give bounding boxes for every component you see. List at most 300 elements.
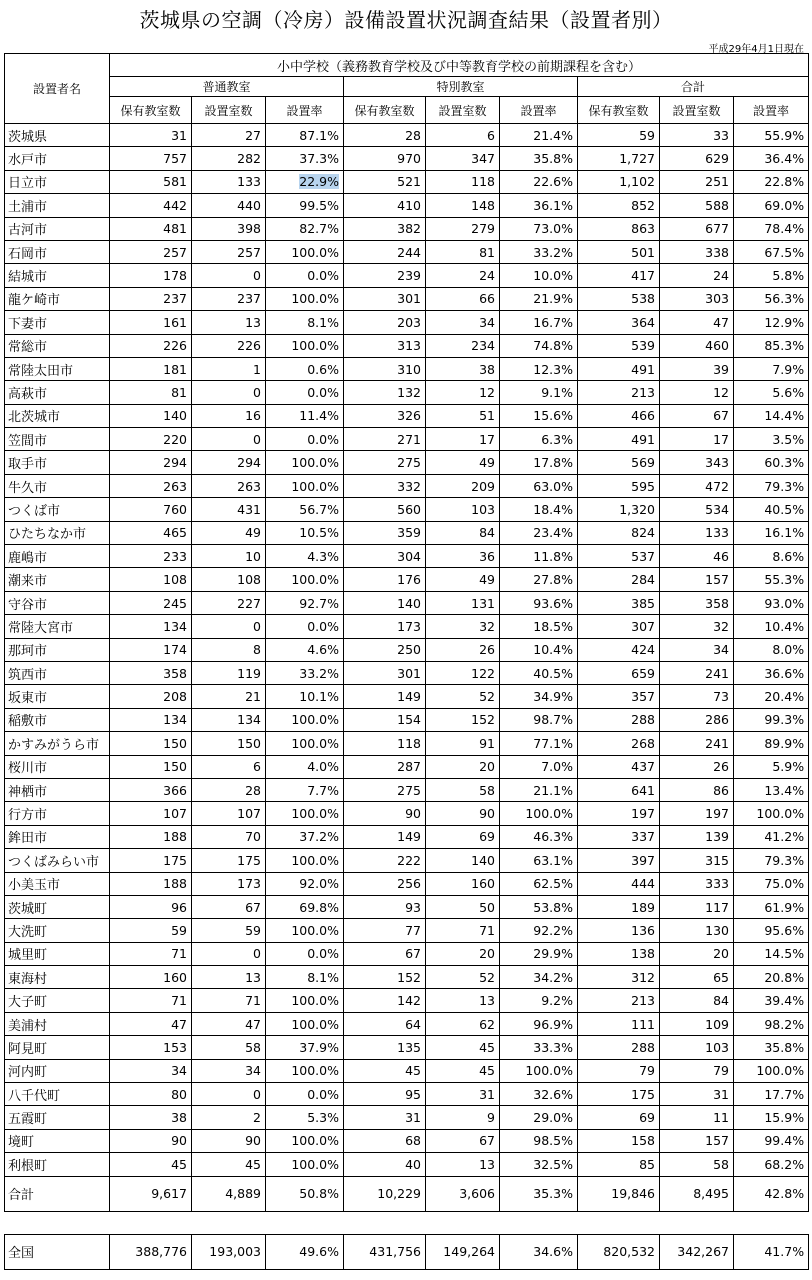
value-cell: 595 (578, 474, 660, 497)
value-cell: 100.0% (266, 287, 344, 310)
value-cell: 442 (110, 194, 192, 217)
installer-name-cell: 日立市 (5, 170, 110, 193)
value-cell: 18.4% (500, 498, 578, 521)
value-cell: 100.0% (266, 732, 344, 755)
value-cell: 241 (660, 732, 734, 755)
value-cell: 96.9% (500, 1012, 578, 1035)
spacer-row (5, 1211, 809, 1234)
value-cell: 42.8% (734, 1176, 809, 1211)
table-row (5, 825, 809, 848)
value-cell: 24 (426, 264, 500, 287)
value-cell: 5.6% (734, 381, 809, 404)
table-row (5, 498, 809, 521)
col-header: 設置室数 (426, 97, 500, 124)
value-cell: 17.8% (500, 451, 578, 474)
value-cell: 100.0% (266, 1059, 344, 1082)
value-cell: 45 (426, 1036, 500, 1059)
value-cell: 82.7% (266, 217, 344, 240)
value-cell: 100.0% (500, 802, 578, 825)
value-cell: 472 (660, 474, 734, 497)
value-cell: 581 (110, 170, 192, 193)
value-cell: 61.9% (734, 895, 809, 918)
value-cell: 359 (344, 521, 426, 544)
value-cell: 118 (426, 170, 500, 193)
value-cell: 92.0% (266, 872, 344, 895)
table-row (5, 217, 809, 240)
value-cell: 70 (192, 825, 266, 848)
installer-name-cell: 北茨城市 (5, 404, 110, 427)
value-cell: 32 (426, 615, 500, 638)
value-cell: 52 (426, 966, 500, 989)
table-row (5, 428, 809, 451)
value-cell: 1 (192, 357, 266, 380)
value-cell: 59 (110, 919, 192, 942)
value-cell: 175 (110, 849, 192, 872)
value-cell: 100.0% (266, 1012, 344, 1035)
value-cell: 100.0% (734, 802, 809, 825)
value-cell: 140 (344, 591, 426, 614)
value-cell: 263 (192, 474, 266, 497)
installer-name-cell: 高萩市 (5, 381, 110, 404)
value-cell: 71 (192, 989, 266, 1012)
value-cell: 34.2% (500, 966, 578, 989)
value-cell: 63.0% (500, 474, 578, 497)
value-cell: 34 (660, 638, 734, 661)
value-cell: 69 (426, 825, 500, 848)
installer-name-cell: 大子町 (5, 989, 110, 1012)
value-cell: 62.5% (500, 872, 578, 895)
value-cell: 0 (192, 264, 266, 287)
value-cell: 55.3% (734, 568, 809, 591)
table-row (5, 124, 809, 147)
installer-name-cell: 古河市 (5, 217, 110, 240)
value-cell: 213 (578, 381, 660, 404)
value-cell: 6.3% (500, 428, 578, 451)
installer-name-cell: 桜川市 (5, 755, 110, 778)
installer-name-cell: 神栖市 (5, 778, 110, 801)
value-cell: 69 (578, 1106, 660, 1129)
table-row (5, 966, 809, 989)
value-cell: 69.8% (266, 895, 344, 918)
installer-name-cell: 五霞町 (5, 1106, 110, 1129)
value-cell: 73.0% (500, 217, 578, 240)
value-cell: 148 (426, 194, 500, 217)
value-cell: 0.6% (266, 357, 344, 380)
value-cell: 67 (344, 942, 426, 965)
value-cell: 4.0% (266, 755, 344, 778)
value-cell: 0.0% (266, 1083, 344, 1106)
table-row (5, 638, 809, 661)
value-cell: 173 (192, 872, 266, 895)
value-cell: 38 (110, 1106, 192, 1129)
value-cell: 20 (426, 942, 500, 965)
value-cell: 0.0% (266, 615, 344, 638)
table-row (5, 778, 809, 801)
value-cell: 45 (110, 1153, 192, 1176)
value-cell: 69.0% (734, 194, 809, 217)
value-cell: 41.2% (734, 825, 809, 848)
value-cell: 189 (578, 895, 660, 918)
spacer-cell (5, 1211, 809, 1234)
value-cell: 222 (344, 849, 426, 872)
value-cell: 263 (110, 474, 192, 497)
value-cell: 28 (192, 778, 266, 801)
installer-name-cell: 小美玉市 (5, 872, 110, 895)
value-cell: 98.5% (500, 1129, 578, 1152)
value-cell: 90 (192, 1129, 266, 1152)
value-cell: 440 (192, 194, 266, 217)
national-row (5, 1234, 809, 1269)
value-cell: 31 (110, 124, 192, 147)
value-cell: 58 (660, 1153, 734, 1176)
value-cell: 6 (426, 124, 500, 147)
installer-name-cell: 全国 (5, 1234, 110, 1269)
col-header: 保有教室数 (344, 97, 426, 124)
value-cell: 81 (426, 240, 500, 263)
value-cell: 149,264 (426, 1234, 500, 1269)
value-cell: 152 (426, 708, 500, 731)
value-cell: 20.4% (734, 685, 809, 708)
value-cell: 257 (192, 240, 266, 263)
value-cell: 251 (660, 170, 734, 193)
value-cell: 66 (426, 287, 500, 310)
value-cell: 133 (192, 170, 266, 193)
value-cell: 11 (660, 1106, 734, 1129)
value-cell: 158 (578, 1129, 660, 1152)
value-cell: 100.0% (266, 1129, 344, 1152)
value-cell: 10.5% (266, 521, 344, 544)
value-cell: 93.0% (734, 591, 809, 614)
value-cell: 15.6% (500, 404, 578, 427)
installer-name-cell: 阿見町 (5, 1036, 110, 1059)
value-cell: 398 (192, 217, 266, 240)
table-row (5, 170, 809, 193)
col-header: 設置率 (500, 97, 578, 124)
value-cell: 14.4% (734, 404, 809, 427)
value-cell: 10.0% (500, 264, 578, 287)
value-cell: 820,532 (578, 1234, 660, 1269)
value-cell: 241 (660, 661, 734, 684)
table-row (5, 287, 809, 310)
value-cell: 15.9% (734, 1106, 809, 1129)
value-cell: 90 (426, 802, 500, 825)
value-cell: 32.5% (500, 1153, 578, 1176)
installer-name-cell: 潮来市 (5, 568, 110, 591)
col-header: 設置率 (266, 97, 344, 124)
value-cell: 307 (578, 615, 660, 638)
installer-header: 設置者名 (5, 54, 110, 124)
col-header: 設置室数 (192, 97, 266, 124)
col-header: 設置室数 (660, 97, 734, 124)
value-cell: 150 (110, 755, 192, 778)
value-cell: 35.8% (500, 147, 578, 170)
installer-name-cell: 東海村 (5, 966, 110, 989)
col-header: 設置率 (734, 97, 809, 124)
installer-name-cell: 水戸市 (5, 147, 110, 170)
value-cell: 157 (660, 568, 734, 591)
table-row (5, 240, 809, 263)
table-row (5, 895, 809, 918)
value-cell: 213 (578, 989, 660, 1012)
value-cell: 0.0% (266, 381, 344, 404)
table-row (5, 732, 809, 755)
value-cell: 160 (110, 966, 192, 989)
value-cell: 103 (660, 1036, 734, 1059)
value-cell: 10.4% (500, 638, 578, 661)
table-row (5, 685, 809, 708)
value-cell: 343 (660, 451, 734, 474)
value-cell: 288 (578, 1036, 660, 1059)
value-cell: 80 (110, 1083, 192, 1106)
table-row (5, 451, 809, 474)
value-cell: 153 (110, 1036, 192, 1059)
value-cell: 122 (426, 661, 500, 684)
value-cell: 569 (578, 451, 660, 474)
value-cell: 85.3% (734, 334, 809, 357)
installer-name-cell: つくばみらい市 (5, 849, 110, 872)
value-cell: 27.8% (500, 568, 578, 591)
value-cell: 39.4% (734, 989, 809, 1012)
value-cell: 8.0% (734, 638, 809, 661)
value-cell: 417 (578, 264, 660, 287)
value-cell: 310 (344, 357, 426, 380)
table-row (5, 615, 809, 638)
value-cell: 111 (578, 1012, 660, 1035)
table-row (5, 311, 809, 334)
table-row (5, 1012, 809, 1035)
value-cell: 49 (192, 521, 266, 544)
value-cell: 275 (344, 451, 426, 474)
value-cell: 100.0% (266, 919, 344, 942)
value-cell: 1,727 (578, 147, 660, 170)
value-cell: 63.1% (500, 849, 578, 872)
value-cell: 10.4% (734, 615, 809, 638)
value-cell: 32.6% (500, 1083, 578, 1106)
value-cell: 103 (426, 498, 500, 521)
value-cell: 67 (192, 895, 266, 918)
installer-name-cell: 鹿嶋市 (5, 545, 110, 568)
table-row (5, 1129, 809, 1152)
value-cell: 131 (426, 591, 500, 614)
table-row (5, 474, 809, 497)
table-row (5, 1059, 809, 1082)
value-cell: 20 (426, 755, 500, 778)
value-cell: 0 (192, 381, 266, 404)
value-cell: 109 (660, 1012, 734, 1035)
table-row (5, 545, 809, 568)
value-cell: 92.2% (500, 919, 578, 942)
table-row (5, 1153, 809, 1176)
value-cell: 133 (660, 521, 734, 544)
value-cell: 287 (344, 755, 426, 778)
value-cell: 40.5% (734, 498, 809, 521)
table-body (5, 124, 809, 1270)
value-cell: 37.9% (266, 1036, 344, 1059)
table-row (5, 755, 809, 778)
value-cell: 13 (192, 966, 266, 989)
value-cell: 136 (578, 919, 660, 942)
value-cell: 332 (344, 474, 426, 497)
value-cell: 34 (110, 1059, 192, 1082)
value-cell: 99.3% (734, 708, 809, 731)
value-cell: 135 (344, 1036, 426, 1059)
value-cell: 176 (344, 568, 426, 591)
value-cell: 108 (110, 568, 192, 591)
value-cell: 40 (344, 1153, 426, 1176)
value-cell: 275 (344, 778, 426, 801)
value-cell: 16.7% (500, 311, 578, 334)
value-cell: 67 (660, 404, 734, 427)
value-cell: 60.3% (734, 451, 809, 474)
value-cell: 9.1% (500, 381, 578, 404)
table-row (5, 264, 809, 287)
survey-table (4, 53, 809, 1270)
value-cell: 139 (660, 825, 734, 848)
installer-name-cell: 常陸太田市 (5, 357, 110, 380)
value-cell: 234 (426, 334, 500, 357)
value-cell: 98.2% (734, 1012, 809, 1035)
installer-name-cell: 利根町 (5, 1153, 110, 1176)
value-cell: 100.0% (266, 1153, 344, 1176)
table-row (5, 1036, 809, 1059)
value-cell: 33 (660, 124, 734, 147)
total-row (5, 1176, 809, 1211)
value-cell: 67 (426, 1129, 500, 1152)
value-cell: 5.8% (734, 264, 809, 287)
value-cell: 629 (660, 147, 734, 170)
value-cell: 96 (110, 895, 192, 918)
value-cell: 8 (192, 638, 266, 661)
value-cell: 239 (344, 264, 426, 287)
value-cell: 17 (660, 428, 734, 451)
value-cell: 47 (110, 1012, 192, 1035)
value-cell: 87.1% (266, 124, 344, 147)
value-cell: 29.9% (500, 942, 578, 965)
value-cell: 16 (192, 404, 266, 427)
value-cell: 28 (344, 124, 426, 147)
value-cell: 12 (426, 381, 500, 404)
value-cell: 286 (660, 708, 734, 731)
value-cell: 107 (110, 802, 192, 825)
value-cell: 108 (192, 568, 266, 591)
value-cell: 100.0% (734, 1059, 809, 1082)
value-cell: 29.0% (500, 1106, 578, 1129)
value-cell: 62 (426, 1012, 500, 1035)
installer-name-cell: 結城市 (5, 264, 110, 287)
value-cell: 17.7% (734, 1083, 809, 1106)
table-row (5, 661, 809, 684)
value-cell: 21.1% (500, 778, 578, 801)
value-cell: 431,756 (344, 1234, 426, 1269)
value-cell: 150 (192, 732, 266, 755)
value-cell: 6 (192, 755, 266, 778)
value-cell: 100.0% (266, 240, 344, 263)
value-cell: 10 (192, 545, 266, 568)
page-title: 茨城県の空調（冷房）設備設置状況調査結果（設置者別） (139, 8, 673, 32)
value-cell: 26 (426, 638, 500, 661)
value-cell: 100.0% (500, 1059, 578, 1082)
installer-name-cell: 茨城県 (5, 124, 110, 147)
value-cell: 134 (110, 708, 192, 731)
value-cell: 410 (344, 194, 426, 217)
value-cell: 312 (578, 966, 660, 989)
value-cell: 100.0% (266, 474, 344, 497)
value-cell: 34 (426, 311, 500, 334)
value-cell: 5.3% (266, 1106, 344, 1129)
value-cell: 77.1% (500, 732, 578, 755)
value-cell: 140 (426, 849, 500, 872)
value-cell: 36.4% (734, 147, 809, 170)
value-cell: 326 (344, 404, 426, 427)
installer-name-cell: 下妻市 (5, 311, 110, 334)
value-cell: 1,320 (578, 498, 660, 521)
value-cell: 49 (426, 568, 500, 591)
value-cell: 13 (192, 311, 266, 334)
value-cell: 100.0% (266, 568, 344, 591)
value-cell: 33.2% (500, 240, 578, 263)
value-cell: 31 (660, 1083, 734, 1106)
value-cell: 79.3% (734, 474, 809, 497)
value-cell: 23.4% (500, 521, 578, 544)
value-cell: 13 (426, 989, 500, 1012)
value-cell: 21.4% (500, 124, 578, 147)
installer-name-cell: ひたちなか市 (5, 521, 110, 544)
table-row (5, 194, 809, 217)
installer-name-cell: 坂東市 (5, 685, 110, 708)
table-row (5, 872, 809, 895)
value-cell: 537 (578, 545, 660, 568)
value-cell: 175 (192, 849, 266, 872)
value-cell: 237 (110, 287, 192, 310)
value-cell: 50 (426, 895, 500, 918)
table-row (5, 147, 809, 170)
col-header: 保有教室数 (110, 97, 192, 124)
value-cell: 10,229 (344, 1176, 426, 1211)
value-cell: 52 (426, 685, 500, 708)
table-row (5, 1083, 809, 1106)
value-cell: 46 (660, 545, 734, 568)
table-row (5, 404, 809, 427)
value-cell: 188 (110, 872, 192, 895)
value-cell: 397 (578, 849, 660, 872)
value-cell: 78.4% (734, 217, 809, 240)
value-cell: 437 (578, 755, 660, 778)
value-cell: 8.1% (266, 966, 344, 989)
value-cell: 84 (426, 521, 500, 544)
value-cell: 209 (426, 474, 500, 497)
value-cell: 49 (426, 451, 500, 474)
value-cell: 460 (660, 334, 734, 357)
value-cell: 117 (660, 895, 734, 918)
installer-name-cell: 美浦村 (5, 1012, 110, 1035)
value-cell: 14.5% (734, 942, 809, 965)
value-cell: 10.1% (266, 685, 344, 708)
value-cell: 197 (578, 802, 660, 825)
value-cell: 282 (192, 147, 266, 170)
value-cell: 342,267 (660, 1234, 734, 1269)
value-cell: 641 (578, 778, 660, 801)
value-cell: 0.0% (266, 428, 344, 451)
value-cell: 90 (344, 802, 426, 825)
table-row (5, 919, 809, 942)
value-cell: 7.7% (266, 778, 344, 801)
value-cell: 824 (578, 521, 660, 544)
value-cell: 178 (110, 264, 192, 287)
value-cell: 35.3% (500, 1176, 578, 1211)
col-header: 保有教室数 (578, 97, 660, 124)
value-cell: 13 (426, 1153, 500, 1176)
installer-name-cell: 龍ケ崎市 (5, 287, 110, 310)
